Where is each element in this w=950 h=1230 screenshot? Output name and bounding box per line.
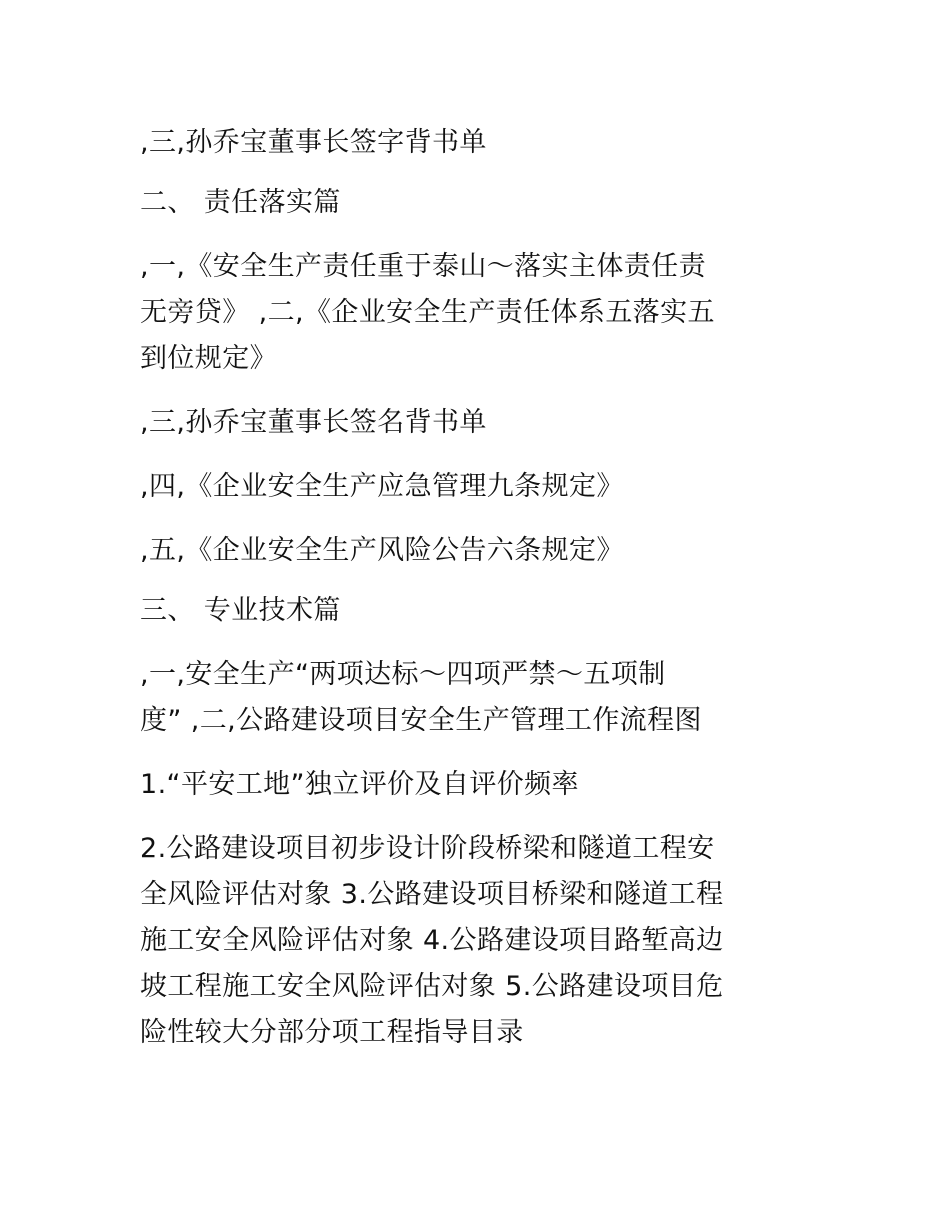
paragraph-item-1: 1.“平安工地”独立评价及自评价频率 xyxy=(140,769,579,800)
paragraph-chairman-sign-2: ,三,孙乔宝董事长签名背书单 xyxy=(140,407,487,438)
paragraph-line: 2.公路建设项目初步设计阶段桥梁和隧道工程安 xyxy=(140,833,715,864)
paragraph-line: 坡工程施工安全风险评估对象 5.公路建设项目危 xyxy=(140,971,724,1002)
paragraph-line: ,一,《安全生产责任重于泰山～落实主体责任责 xyxy=(140,251,706,282)
section-heading-technical: 三、 专业技术篇 xyxy=(140,595,341,626)
section-heading-responsibility: 二、 责任落实篇 xyxy=(140,187,341,218)
paragraph-chairman-sign-1: ,三,孙乔宝董事长签字背书单 xyxy=(140,127,487,158)
paragraph-line: 险性较大分部分项工程指导目录 xyxy=(140,1017,524,1048)
paragraph-technical-items xyxy=(140,652,830,744)
paragraph-items-2-5 xyxy=(140,826,830,1056)
paragraph-line: 度” ,二,公路建设项目安全生产管理工作流程图 xyxy=(140,705,702,736)
paragraph-line: 到位规定》 xyxy=(140,343,277,374)
paragraph-line: 无旁贷》 ,二,《企业安全生产责任体系五落实五 xyxy=(140,297,715,328)
paragraph-responsibility-items xyxy=(140,244,830,382)
paragraph-line: ,一,安全生产“两项达标～四项严禁～五项制 xyxy=(140,659,666,690)
paragraph-line: 全风险评估对象 3.公路建设项目桥梁和隧道工程 xyxy=(140,879,724,910)
document-page xyxy=(140,120,830,1056)
paragraph-emergency-rules: ,四,《企业安全生产应急管理九条规定》 xyxy=(140,471,624,502)
paragraph-line: 施工安全风险评估对象 4.公路建设项目路堑高边 xyxy=(140,925,724,956)
paragraph-risk-notice-rules: ,五,《企业安全生产风险公告六条规定》 xyxy=(140,535,624,566)
